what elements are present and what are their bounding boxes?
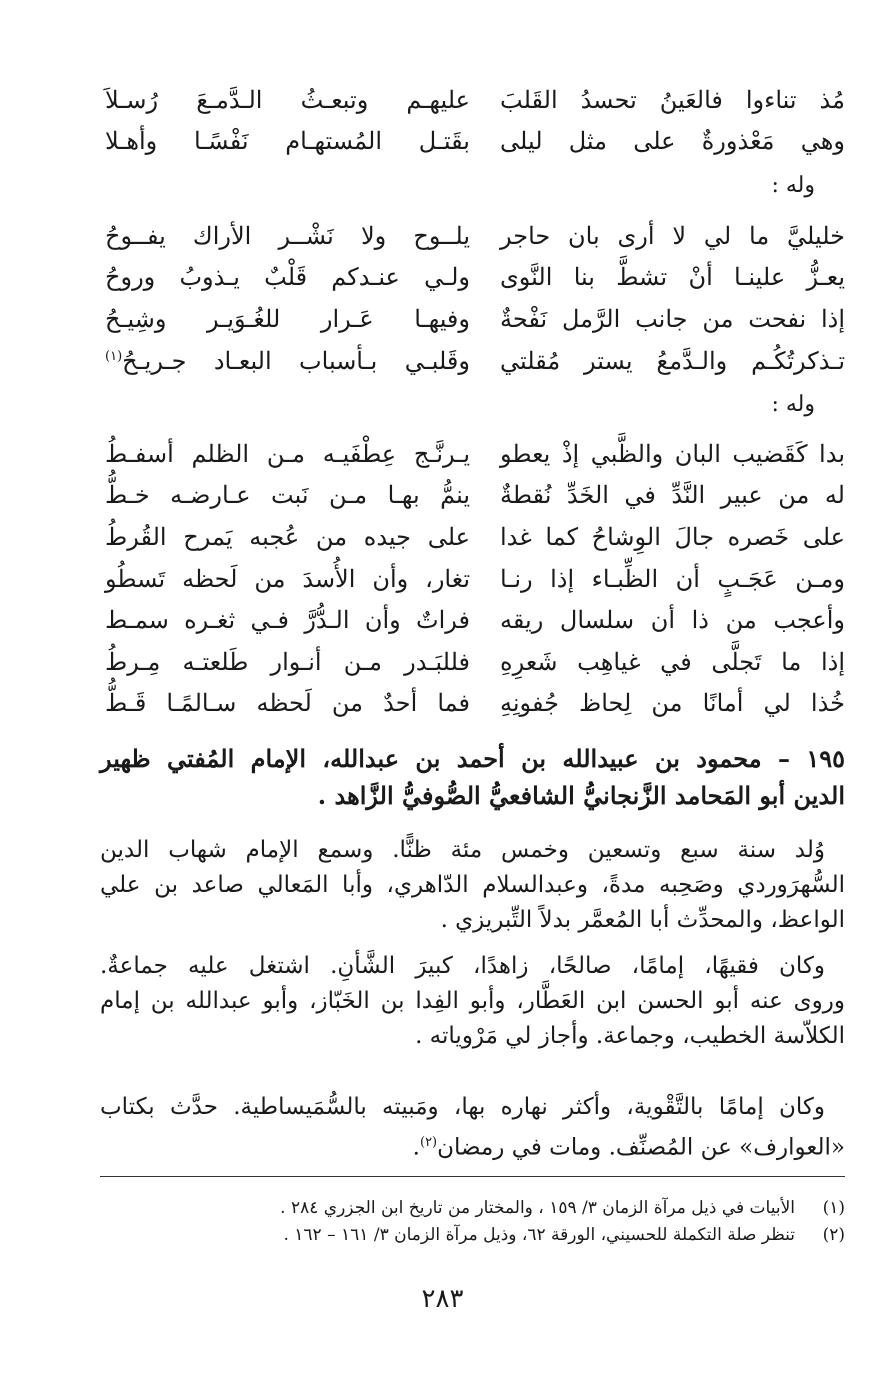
paragraph-line: وُلد سنة سبع وتسعين وخمس مئة ظنًّا. وسمع الإمام شهاب الدين xyxy=(100,837,825,863)
paragraph-end-mark: . xyxy=(412,1134,420,1161)
footnote-1 xyxy=(100,1195,845,1221)
paragraph-text: «العوارف» عن المُصنِّف. ومات في رمضان xyxy=(437,1134,845,1161)
verse xyxy=(105,599,845,641)
verse xyxy=(105,215,845,257)
verse-first-hemistich: مُذ تناءوا فالعَينُ تحسدُ القَلبَ xyxy=(500,85,845,114)
footnote-ref-1: (١) xyxy=(105,348,123,364)
verse xyxy=(105,257,845,299)
footnote-ref-2: (٢) xyxy=(419,1135,438,1150)
verse-second-hemistich: على جيده من عُجبه يَمرح القُرطُ xyxy=(105,522,470,551)
verse-first-hemistich: وأعجب من ذا أن سلسال ريقه xyxy=(500,606,845,635)
paragraph-scholarship xyxy=(100,949,845,1054)
verse-first-hemistich: تـذكرتُكُـم والـدَّمعُ يستر مُقلتي xyxy=(500,346,845,375)
paragraph-line: وكان فقيهًا، إمامًا، صالحًا، زاهدًا، كبيرَ الشَّأنِ. اشتغل عليه جماعةٌ. xyxy=(100,953,825,979)
footnote-number: (١) xyxy=(822,1198,845,1218)
verse xyxy=(105,121,845,163)
verse xyxy=(105,340,845,382)
paragraph-death xyxy=(100,1090,845,1166)
verse-second-hemistich: وفيهـا عَـرار للغُـوَيـر وشِيـحُ xyxy=(105,304,470,333)
heading-line: ١٩٥ – محمود بن عبيدالله بن أحمد بن عبدالله، الإمام المُفتي ظهير xyxy=(100,744,845,773)
page-number: ٢٨٣ xyxy=(421,1284,464,1314)
verse xyxy=(105,641,845,683)
verse-first-hemistich: له من عبير النَّدِّ في الخَدِّ نُقطةٌ xyxy=(500,481,845,510)
paragraph-line: وروى عنه أبو الحسن ابن العَطَّار، وأبو الفِدا بن الخَبّاز، وأبو عبدالله بن إمام xyxy=(100,988,845,1014)
verse-second-hemistich: عليهـم وتبعـثُ الـدَّمـعَ رُسـلاَ xyxy=(105,85,470,114)
verse-second-hemistich: يـرنَّـج عِطْفَيـه مـن الظلم أسفـطُ xyxy=(105,439,470,468)
verse-first-hemistich: بدا كَقَضيب البان والظَّبي إذْ يعطو xyxy=(500,439,845,468)
verse xyxy=(105,433,845,475)
poem-intro: وله : xyxy=(771,392,815,417)
verse-first-hemistich: خليليَّ ما لي لا أرى بان حاجر xyxy=(500,221,845,250)
poem-block-2 xyxy=(105,215,845,381)
verse xyxy=(105,683,845,725)
poem-block-1 xyxy=(105,79,845,162)
footnote-text: الأبيات في ذيل مرآة الزمان ٣/ ١٥٩ ، والمختار من تاريخ ابن الجزري ٢٨٤ . xyxy=(280,1198,795,1218)
paragraph-line: السُّهرَوردي وصَحِبه مدةً، وعبدالسلام الدّاهري، وأبا المَعالي صاعد بن علي xyxy=(100,872,845,898)
verse-second-hemistich: ينمُّ بهـا مـن نَبت عـارضـه خـطُّ xyxy=(105,481,470,510)
verse-second-hemistich: فراتٌ وأن الـدُّرَّ فـي ثغـره سمـط xyxy=(105,606,470,635)
verse-second-hemistich: فما أحدٌ من لَحظه سـالمًـا قَـطُّ xyxy=(105,689,470,718)
verse-second-hemistich: بقَتـل المُستهـام نَفْسًـا وأهـلا xyxy=(105,127,470,156)
footnote-text: تنظر صلة التكملة للحسيني، الورقة ٦٢، وذيل مرآة الزمان ٣/ ١٦١ – ١٦٢ . xyxy=(283,1225,795,1245)
footnote-divider xyxy=(100,1176,845,1177)
paragraph-line: وكان إمامًا بالتَّقْوية، وأكثر نهاره بها، ومَبيته بالسُّمَيساطية. حدَّث بكتاب xyxy=(100,1094,825,1120)
biography-heading xyxy=(100,740,845,814)
verse-first-hemistich: إذا نفحت من جانب الرَّمل نَفْحةٌ xyxy=(500,304,845,333)
verse-second-hemistich: يلــوح ولا نَشْــر الأراك يفــوحُ xyxy=(105,221,470,250)
verse xyxy=(105,558,845,600)
verse-second-hemistich: فللبَـدر مـن أنـوار طَلعتـه مِـرطُ xyxy=(105,647,470,676)
verse-first-hemistich: خُذا لي أمانًا من لِحاظ جُفونِهِ xyxy=(500,689,845,718)
verse xyxy=(105,79,845,121)
footnote-2 xyxy=(100,1222,845,1248)
verse-first-hemistich: ومـن عَجَـبٍ أن الظِّبـاء إذا رنـا xyxy=(500,564,845,593)
heading-line: الدين أبو المَحامد الزَّنجانيُّ الشافعيُّ الصُّوفيُّ الزَّاهد . xyxy=(317,781,845,810)
verse xyxy=(105,516,845,558)
footnote-number: (٢) xyxy=(822,1225,845,1245)
paragraph-line: الواعظ، والمحدِّث أبا المُعمَّر بدلاً التِّبريزي . xyxy=(440,907,845,933)
verse xyxy=(105,475,845,517)
paragraph-line: الكلاّسة الخطيب، وجماعة. وأجاز لي مَرْوياته . xyxy=(415,1023,845,1049)
verse-second-hemistich xyxy=(105,347,470,375)
verse-first-hemistich: وهي مَعْذورةٌ على مثل ليلى xyxy=(500,127,845,156)
paragraph-birth xyxy=(100,833,845,938)
verse-second-hemistich: ولـي عنـدكم قَلْبٌ يـذوبُ وروحُ xyxy=(105,263,470,292)
verse-second-hemistich: تغار، وأن الأُسدَ من لَحظه تَسطُو xyxy=(105,564,470,593)
verse-first-hemistich: يعـزُّ علينـا أنْ تشطَّ بنا النَّوى xyxy=(500,263,845,292)
verse xyxy=(105,298,845,340)
verse-first-hemistich: إذا ما تَجلَّى في غياهِب شَعرِهِ xyxy=(500,647,845,676)
verse-first-hemistich: على خَصره جالَ الوِشاحُ كما غدا xyxy=(500,522,845,551)
poem-block-3 xyxy=(105,433,845,724)
paragraph-line xyxy=(100,1125,845,1166)
poem-intro: وله : xyxy=(771,173,815,198)
verse-text: وقَلبـي بـأسباب البعـاد جـريـحُ xyxy=(122,346,470,375)
